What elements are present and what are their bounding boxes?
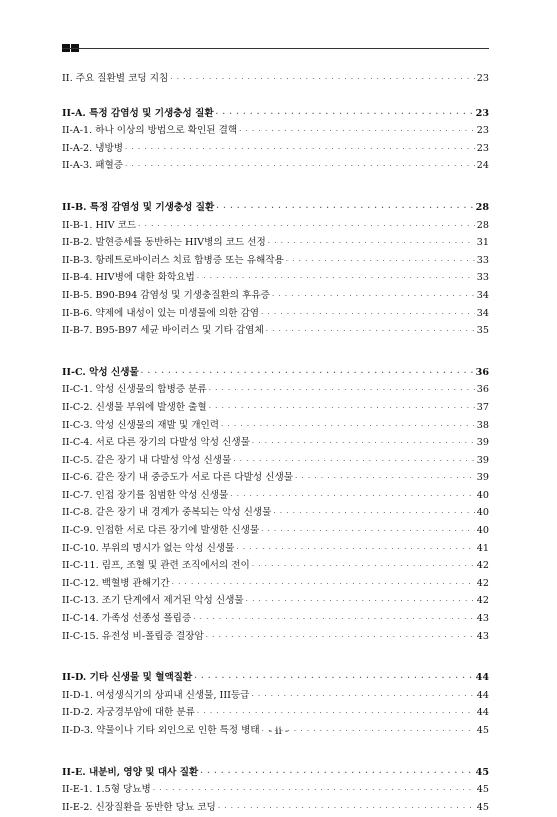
dot-leader	[172, 576, 475, 594]
dot-leader	[216, 105, 474, 123]
dot-leader	[252, 435, 475, 453]
dot-leader	[209, 382, 475, 400]
dot-leader	[200, 764, 473, 782]
toc-entry-page: 45	[476, 801, 489, 813]
dot-leader	[209, 400, 475, 418]
table-of-contents	[62, 70, 489, 816]
toc-entry-title: II-C-11. 림프, 조혈 및 관련 조직에서의 전이	[62, 560, 250, 572]
toc-entry-sub[interactable]	[62, 540, 489, 558]
toc-entry-title: II-A. 특정 감염성 및 기생충성 질환	[62, 107, 214, 119]
toc-entry-title: II-C-14. 가족성 선종성 폴립증	[62, 613, 192, 625]
toc-entry-title: II-C-3. 악성 신생물의 재발 및 개인력	[62, 419, 220, 431]
toc-entry-sub[interactable]	[62, 522, 489, 540]
toc-entry-page: 42	[476, 577, 489, 589]
dot-leader	[246, 593, 475, 611]
dot-leader	[197, 270, 475, 288]
toc-entry-title: II-C-13. 조기 단계에서 제거된 악성 신생물	[62, 595, 244, 607]
toc-entry-title: II-C-6. 같은 장기 내 중증도가 서로 다른 다발성 신생물	[62, 472, 294, 484]
toc-entry-section[interactable]	[62, 105, 489, 123]
toc-entry-title: II-C-2. 신생물 부위에 발생한 출혈	[62, 401, 207, 413]
toc-entry-title: II-B-3. 항레트로바이러스 치료 합병증 또는 유해작용	[62, 254, 284, 266]
toc-entry-sub[interactable]	[62, 269, 489, 287]
toc-entry-title: II-D-1. 여성생식기의 상피내 신생물, III등급	[62, 689, 250, 701]
toc-entry-page: 31	[476, 237, 489, 249]
dot-leader	[272, 288, 475, 306]
toc-entry-title: II-C-10. 부위의 명시가 없는 악성 신생물	[62, 542, 235, 554]
toc-entry-sub[interactable]	[62, 592, 489, 610]
toc-entry-sub[interactable]	[62, 140, 489, 158]
toc-entry-title: II-A-1. 하나 이상의 방법으로 확인된 결핵	[62, 125, 238, 137]
toc-entry-title: II-C-5. 같은 장기 내 다발성 악성 신생물	[62, 454, 232, 466]
dot-leader	[273, 505, 474, 523]
toc-entry-page: 36	[476, 384, 489, 396]
toc-entry-page: 45	[475, 766, 489, 778]
dot-leader	[141, 364, 474, 382]
toc-entry-page: 33	[476, 254, 489, 266]
toc-entry-page: 23	[475, 107, 489, 119]
toc-entry-page: 43	[476, 630, 489, 642]
dot-leader	[239, 123, 475, 141]
dot-leader	[125, 141, 475, 159]
page-number: - ii -	[268, 726, 289, 737]
toc-entry-title: II-E-2. 신장질환을 동반한 당뇨 코딩	[62, 801, 216, 813]
toc-entry-page: 39	[476, 472, 489, 484]
toc-entry-page: 43	[476, 613, 489, 625]
toc-entry-page: 38	[476, 419, 489, 431]
header-rule	[62, 48, 489, 49]
toc-entry-page: 40	[476, 525, 489, 537]
toc-entry-title: II. 주요 질환별 코딩 지침	[62, 73, 169, 84]
dot-leader	[170, 71, 475, 89]
toc-entry-page: 44	[476, 689, 489, 701]
toc-entry-page: 39	[476, 437, 489, 449]
toc-entry-page: 34	[476, 289, 489, 301]
toc-entry-title: II-B-4. HIV병에 대한 화학요법	[62, 272, 195, 284]
toc-entry-title: II-C-7. 인접 장기를 침범한 악성 신생물	[62, 489, 229, 501]
dot-leader	[197, 705, 475, 723]
toc-entry-page: 23	[476, 125, 489, 137]
toc-spacer	[62, 740, 489, 764]
toc-entry-page: 37	[476, 401, 489, 413]
dot-leader	[266, 323, 475, 341]
toc-entry-sub[interactable]	[62, 417, 489, 435]
toc-entry-sub[interactable]	[62, 687, 489, 705]
toc-entry-title: II-C. 악성 신생물	[62, 366, 139, 378]
toc-entry-section[interactable]	[62, 764, 489, 782]
toc-entry-page: 23	[476, 73, 489, 84]
toc-entry-sub[interactable]	[62, 217, 489, 235]
toc-entry-sub[interactable]	[62, 781, 489, 799]
toc-entry-sub[interactable]	[62, 504, 489, 522]
toc-entry-sub[interactable]	[62, 305, 489, 323]
toc-entry-page: 28	[475, 201, 489, 213]
toc-entry-sub[interactable]	[62, 704, 489, 722]
dot-leader	[193, 611, 475, 629]
dot-leader	[295, 470, 475, 488]
dot-leader	[252, 558, 475, 576]
toc-entry-page: 44	[476, 707, 489, 719]
toc-entry-page: 23	[476, 142, 489, 154]
toc-entry-chapter[interactable]	[62, 70, 489, 88]
toc-entry-title: II-A-3. 패혈증	[62, 160, 123, 172]
toc-entry-title: II-C-12. 백혈병 관해기간	[62, 577, 170, 589]
toc-entry-sub[interactable]	[62, 252, 489, 270]
toc-entry-page: 28	[476, 219, 489, 231]
toc-entry-sub[interactable]	[62, 157, 489, 175]
toc-entry-sub[interactable]	[62, 452, 489, 470]
toc-entry-sub[interactable]	[62, 628, 489, 646]
toc-entry-title: II-C-8. 같은 장기 내 경계가 중복되는 악성 신생물	[62, 507, 272, 519]
toc-spacer	[62, 175, 489, 199]
toc-entry-title: II-B. 특정 감염성 및 기생충성 질환	[62, 201, 215, 213]
toc-entry-title: II-C-15. 유전성 비-폴립증 결장암	[62, 630, 204, 642]
dot-leader	[230, 488, 474, 506]
toc-entry-sub[interactable]	[62, 469, 489, 487]
toc-entry-title: II-B-5. B90-B94 감염성 및 기생충질환의 후유증	[62, 289, 270, 301]
dot-leader	[261, 523, 475, 541]
toc-spacer	[62, 340, 489, 364]
toc-spacer	[62, 645, 489, 669]
toc-entry-section[interactable]	[62, 199, 489, 217]
toc-entry-title: II-B-1. HIV 코드	[62, 219, 137, 231]
toc-entry-title: II-E. 내분비, 영양 및 대사 질환	[62, 766, 199, 778]
toc-entry-title: II-C-9. 인접한 서로 다른 장기에 발생한 신생물	[62, 525, 260, 537]
dot-leader	[206, 629, 475, 647]
toc-entry-page: 36	[475, 366, 489, 378]
toc-entry-page: 34	[476, 307, 489, 319]
toc-entry-page: 35	[476, 325, 489, 337]
toc-entry-sub[interactable]	[62, 487, 489, 505]
dot-leader	[233, 453, 474, 471]
toc-entry-page: 40	[476, 489, 489, 501]
toc-entry-title: II-D-3. 약물이나 기타 외인으로 인한 특정 병태	[62, 725, 260, 736]
dot-leader	[138, 218, 475, 236]
toc-entry-title: II-A-2. 냉방병	[62, 142, 123, 154]
dot-leader	[286, 253, 475, 271]
dot-leader	[194, 669, 473, 687]
toc-entry-title: II-C-1. 악성 신생물의 합병증 분류	[62, 384, 207, 396]
toc-entry-title: II-C-4. 서로 다른 장기의 다발성 악성 신생물	[62, 437, 250, 449]
dot-leader	[261, 306, 475, 324]
toc-entry-title: II-B-7. B95-B97 세균 바이러스 및 기타 감염체	[62, 325, 264, 337]
toc-entry-sub[interactable]	[62, 399, 489, 417]
toc-entry-page: 24	[476, 160, 489, 172]
toc-entry-sub[interactable]	[62, 799, 489, 817]
toc-entry-title: II-B-6. 약제에 내성이 있는 미생물에 의한 감염	[62, 307, 260, 319]
toc-entry-title: II-D-2. 자궁경부암에 대한 분류	[62, 707, 195, 719]
toc-entry-page: 41	[476, 542, 489, 554]
dot-leader	[153, 782, 475, 800]
toc-entry-page: 39	[476, 454, 489, 466]
toc-entry-title: II-E-1. 1.5형 당뇨병	[62, 784, 151, 796]
toc-entry-page: 44	[475, 672, 489, 684]
dot-leader	[251, 688, 474, 706]
toc-entry-sub[interactable]	[62, 234, 489, 252]
toc-entry-sub[interactable]	[62, 557, 489, 575]
dot-leader	[221, 418, 475, 436]
toc-entry-page: 45	[476, 784, 489, 796]
toc-entry-page: 45	[476, 725, 489, 736]
toc-spacer	[62, 88, 489, 105]
toc-entry-title: II-D. 기타 신생물 및 혈액질환	[62, 672, 193, 684]
dot-leader	[216, 199, 473, 217]
toc-entry-sub[interactable]	[62, 610, 489, 628]
toc-entry-page: 42	[476, 595, 489, 607]
toc-entry-sub[interactable]	[62, 287, 489, 305]
toc-entry-section[interactable]	[62, 669, 489, 687]
toc-entry-sub[interactable]	[62, 381, 489, 399]
toc-entry-page: 40	[476, 507, 489, 519]
dot-leader	[236, 541, 474, 559]
toc-entry-sub[interactable]	[62, 322, 489, 340]
toc-entry-sub[interactable]	[62, 434, 489, 452]
toc-entry-sub[interactable]	[62, 122, 489, 140]
toc-entry-page: 33	[476, 272, 489, 284]
toc-entry-title: II-B-2. 발현증세를 동반하는 HIV병의 코드 선정	[62, 237, 266, 249]
dot-leader	[268, 235, 475, 253]
toc-entry-sub[interactable]	[62, 575, 489, 593]
dot-leader	[218, 800, 475, 817]
toc-entry-section[interactable]	[62, 364, 489, 382]
dot-leader	[125, 158, 475, 176]
toc-entry-page: 42	[476, 560, 489, 572]
